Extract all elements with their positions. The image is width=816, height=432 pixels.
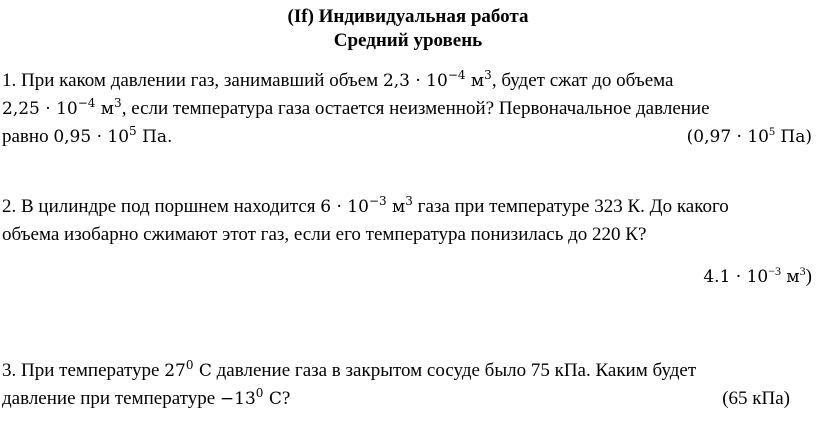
formula-exponent: −3 xyxy=(368,194,387,208)
unit-exponent: 3 xyxy=(114,96,122,110)
problem-3-text-cont: давление газа в закрытом сосуде было 75 кПа. Каким будет xyxy=(211,360,697,381)
problem-1-text-cont: , будет сжат до объема xyxy=(491,70,674,91)
problem-1-text: 1. При каком давлении газ, занимавший объем xyxy=(2,70,383,91)
problem-1-line-2 xyxy=(2,98,710,120)
formula-unit: C xyxy=(263,389,282,409)
problem-2-text: 2. В цилиндре под поршнем находится xyxy=(2,196,321,217)
problem-2-answer xyxy=(703,266,812,288)
worksheet-title: (If) Индивидуальная работа xyxy=(287,6,529,27)
formula-base: 6 · 10 xyxy=(320,197,369,217)
unit-exponent: 3 xyxy=(405,194,413,208)
formula-base: 2,3 · 10 xyxy=(382,71,448,91)
problem-1-line-1 xyxy=(2,70,673,92)
formula-exponent: −4 xyxy=(447,68,466,82)
final-volume-formula xyxy=(2,96,122,119)
formula-exponent: −4 xyxy=(77,96,96,110)
answer-base: 4.1 · 10 xyxy=(703,267,769,287)
formula-unit: м xyxy=(95,99,115,119)
initial-temperature-formula xyxy=(164,358,212,381)
formula-base: −13 xyxy=(219,389,256,409)
worksheet-subtitle: Средний уровень xyxy=(333,30,483,51)
problem-2-text-cont: газа при температуре 323 К. До какого xyxy=(412,196,729,217)
problem-2-line-1 xyxy=(2,196,729,218)
answer-unit: м xyxy=(781,267,800,287)
problem-1-answer xyxy=(687,126,812,148)
answer-close: ) xyxy=(805,266,812,287)
problem-2-line-2: объема изобарно сжимают этот газ, если его температура понизилась до 220 К? xyxy=(2,224,647,245)
formula-unit: м xyxy=(465,71,485,91)
problem-1-text-cont: , если температура газа остается неизменной? Первоначальное давление xyxy=(121,98,710,119)
problem-3-text: давление при температуре xyxy=(2,388,220,409)
answer-unit-exponent: 3 xyxy=(799,264,806,278)
degree-exponent: 0 xyxy=(185,358,194,372)
formula-unit: C xyxy=(193,361,212,381)
answer-unit: Па) xyxy=(775,127,812,147)
answer-exponent: −3 xyxy=(768,264,782,278)
answer-exponent: 5 xyxy=(769,124,775,138)
formula-unit: Па. xyxy=(136,127,173,147)
formula-base: 27 xyxy=(164,361,186,381)
problem-3-text-cont: ? xyxy=(281,388,291,409)
problem-3-text: 3. При температуре xyxy=(2,360,165,381)
degree-exponent: 0 xyxy=(255,386,264,400)
formula-base: 2,25 · 10 xyxy=(2,99,78,119)
problem-3-answer: (65 кПа) xyxy=(722,388,790,409)
formula-exponent: 5 xyxy=(129,124,137,138)
answer-base: (0,97 · 10 xyxy=(686,127,769,147)
formula-base: 0,95 · 10 xyxy=(53,127,130,147)
unit-exponent: 3 xyxy=(484,68,492,82)
problem-3-line-2 xyxy=(2,388,290,410)
initial-pressure-formula xyxy=(53,124,173,147)
initial-volume-formula xyxy=(382,68,492,91)
problem-1-text: равно xyxy=(2,126,54,147)
problem-1-line-3 xyxy=(2,126,172,148)
gas-volume-formula xyxy=(320,194,413,217)
formula-unit: м xyxy=(386,197,406,217)
problem-3-line-1 xyxy=(2,360,696,382)
final-temperature-formula xyxy=(219,386,282,409)
